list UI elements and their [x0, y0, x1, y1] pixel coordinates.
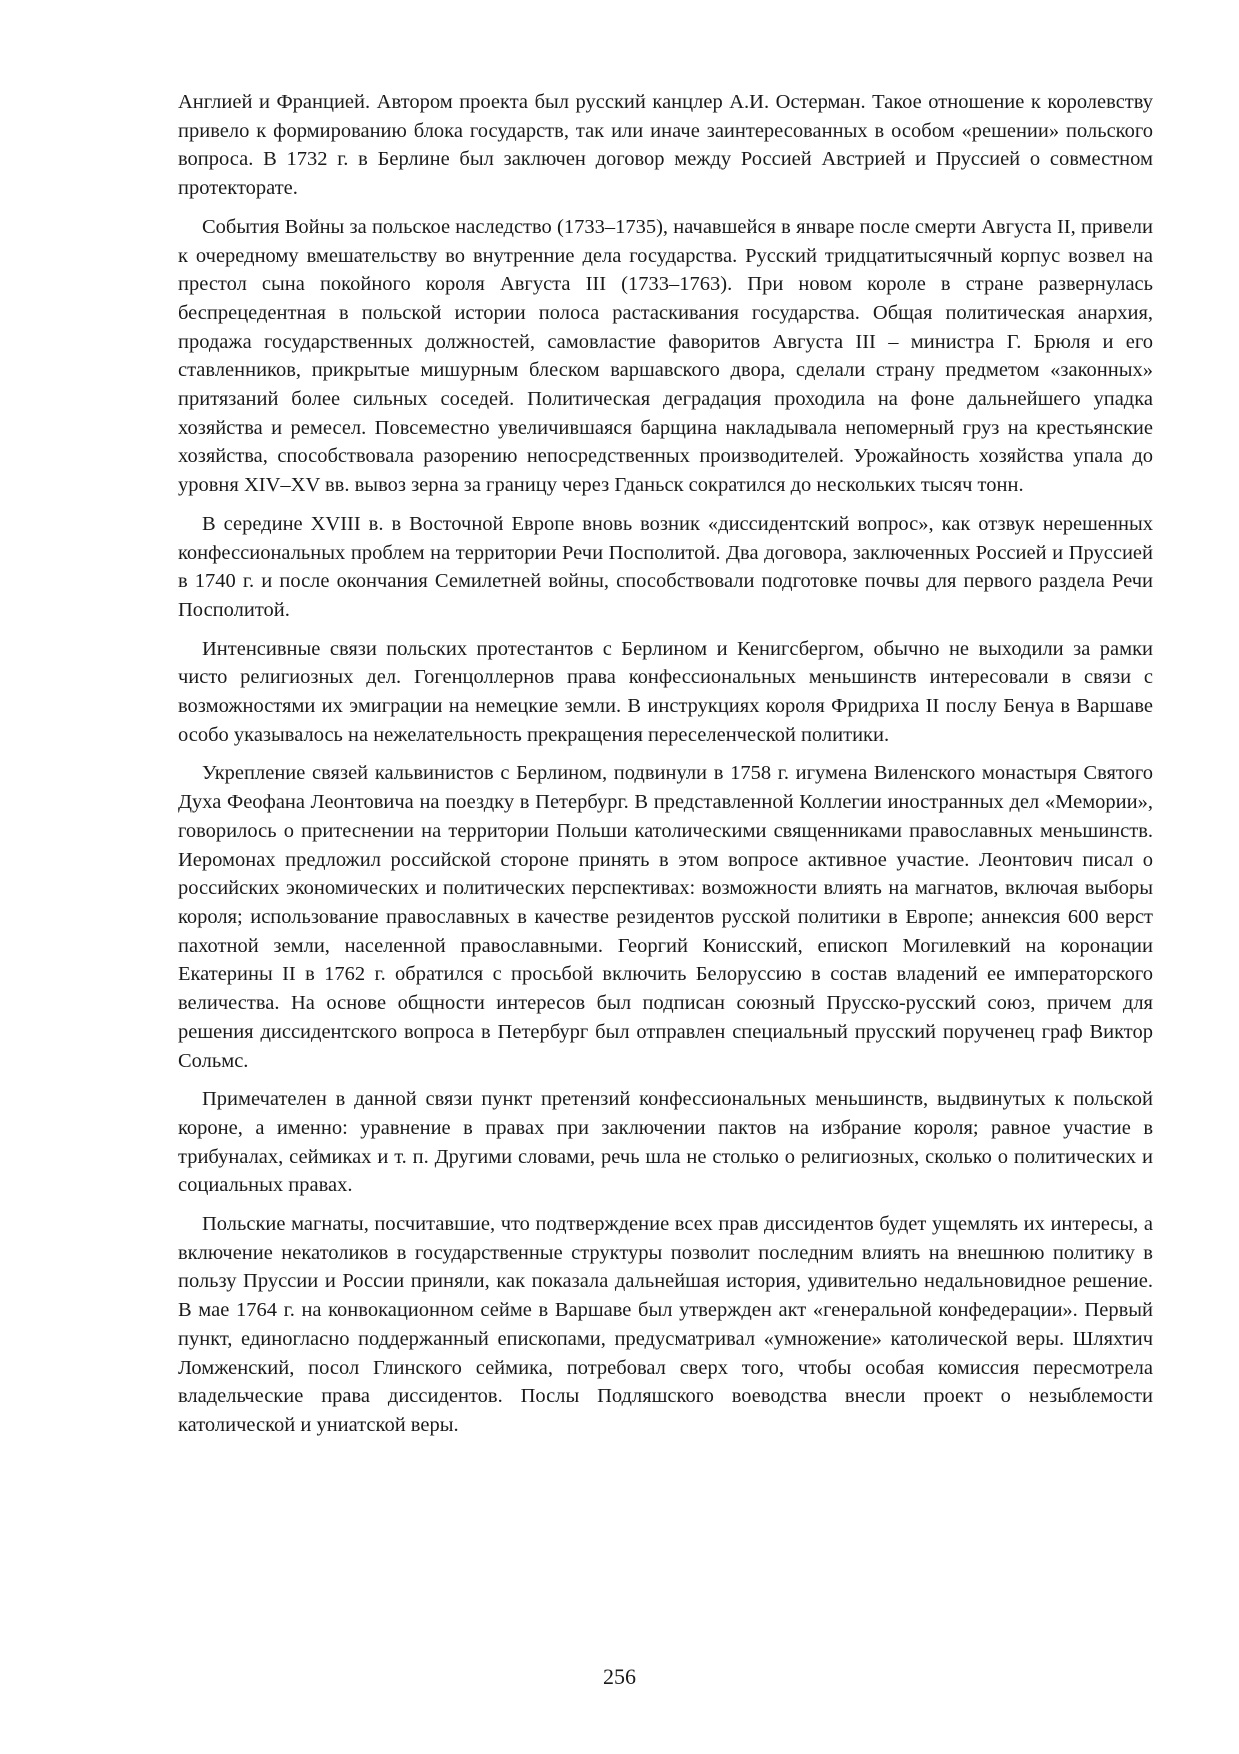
paragraph-7: Польские магнаты, посчитавшие, что подтверждение всех прав диссидентов будет ущемлять их интересы, а включение некатоликов в государственные структуры позволит последним влиять на внешнюю политику в пользу Пруссии и России приняли, как показала дальнейшая история, удивительно недальновидное решение. В мае 1764 г. на конвокационном сейме в Варшаве был утвержден акт «генеральной конфедерации». Первый пункт, единогласно поддержанный епископами, предусматривал «умножение» католической веры. Шляхтич Ломженский, посол Глинского сеймика, потребовал сверх того, чтобы особая комиссия пересмотрела владельческие права диссидентов. Послы Подляшского воеводства внесли проект о незыблемости католической и униатской веры.	[178, 1213, 1153, 1436]
paragraph-6: Примечателен в данной связи пункт претензий конфессиональных меньшинств, выдвинутых к польской короне, а именно: уравнение в правах при заключении пактов на избрание короля; равное участие в трибуналах, сеймиках и т. п. Другими словами, речь шла не столько о религиозных, сколько о политических и социальных правах.	[178, 1088, 1153, 1197]
paragraph-3: В середине XVIII в. в Восточной Европе вновь возник «диссидентский вопрос», как отзвук нерешенных конфессиональных проблем на территории Речи Посполитой. Два договора, заключенных Россией и Пруссией в 1740 г. и после окончания Семилетней войны, способствовали подготовке почвы для первого раздела Речи Посполитой.	[178, 512, 1153, 621]
paragraph-2: События Войны за польское наследство (1733–1735), начавшейся в январе после смерти Августа II, привели к очередному вмешательству во внутренние дела государства. Русский тридцатитысячный корпус возвел на престол сына покойного короля Августа III (1733–1763). При новом короле в стране развернулась беспрецедентная в польской истории полоса растаскивания государства. Общая политическая анархия, продажа государственных должностей, самовластие фаворитов Августа III – министра Г. Брюля и его ставленников, прикрытые мишурным блеском варшавского двора, сделали страну предметом «законных» притязаний более сильных соседей. Политическая деградация проходила на фоне дальнейшего упадка хозяйства и ремесел. Повсеместно увеличившаяся барщина накладывала непомерный груз на крестьянские хозяйства, способствовала разорению непосредственных производителей. Урожайность хозяйства упала до уровня XIV–XV вв. вывоз зерна за границу через Гданьск сократился до нескольких тысяч тонн.	[178, 215, 1153, 497]
paragraph-4: Интенсивные связи польских протестантов с Берлином и Кенигсбергом, обычно не выходили за рамки чисто религиозных дел. Гогенцоллернов права конфессиональных меньшинств интересовали в связи с возможностями их эмиграции на немецкие земли. В инструкциях короля Фридриха II послу Бенуа в Варшаве особо указывалось на нежелательность прекращения переселенческой политики.	[178, 637, 1153, 746]
paragraph-1: Англией и Францией. Автором проекта был русский канцлер А.И. Остерман. Такое отношение к королевству привело к формированию блока государств, так или иначе заинтересованных в особом «решении» польского вопроса. В 1732 г. в Берлине был заключен договор между Россией Австрией и Пруссией о совместном протекторате.	[178, 91, 1153, 200]
document-body	[178, 88, 1153, 1450]
page-number: 256	[603, 1664, 636, 1689]
paragraph-5: Укрепление связей кальвинистов с Берлином, подвинули в 1758 г. игумена Виленского монастыря Святого Духа Феофана Леонтовича на поездку в Петербург. В представленной Коллегии иностранных дел «Мемории», говорилось о притеснении на территории Польши католическими священниками православных меньшинств. Иеромонах предложил российской стороне принять в этом вопросе активное участие. Леонтович писал о российских экономических и политических перспективах: возможности влиять на магнатов, включая выборы короля; использование православных в качестве резидентов русской политики в Европе; аннексия 600 верст пахотной земли, населенной православными. Георгий Конисский, епископ Могилевкий на коронации Екатерины II в 1762 г. обратился с просьбой включить Белоруссию в состав владений ее императорского величества. На основе общности интересов был подписан союзный Прусско-русский союз, причем для решения диссидентского вопроса в Петербург был отправлен специальный прусский порученец граф Виктор Сольмс.	[178, 762, 1153, 1072]
